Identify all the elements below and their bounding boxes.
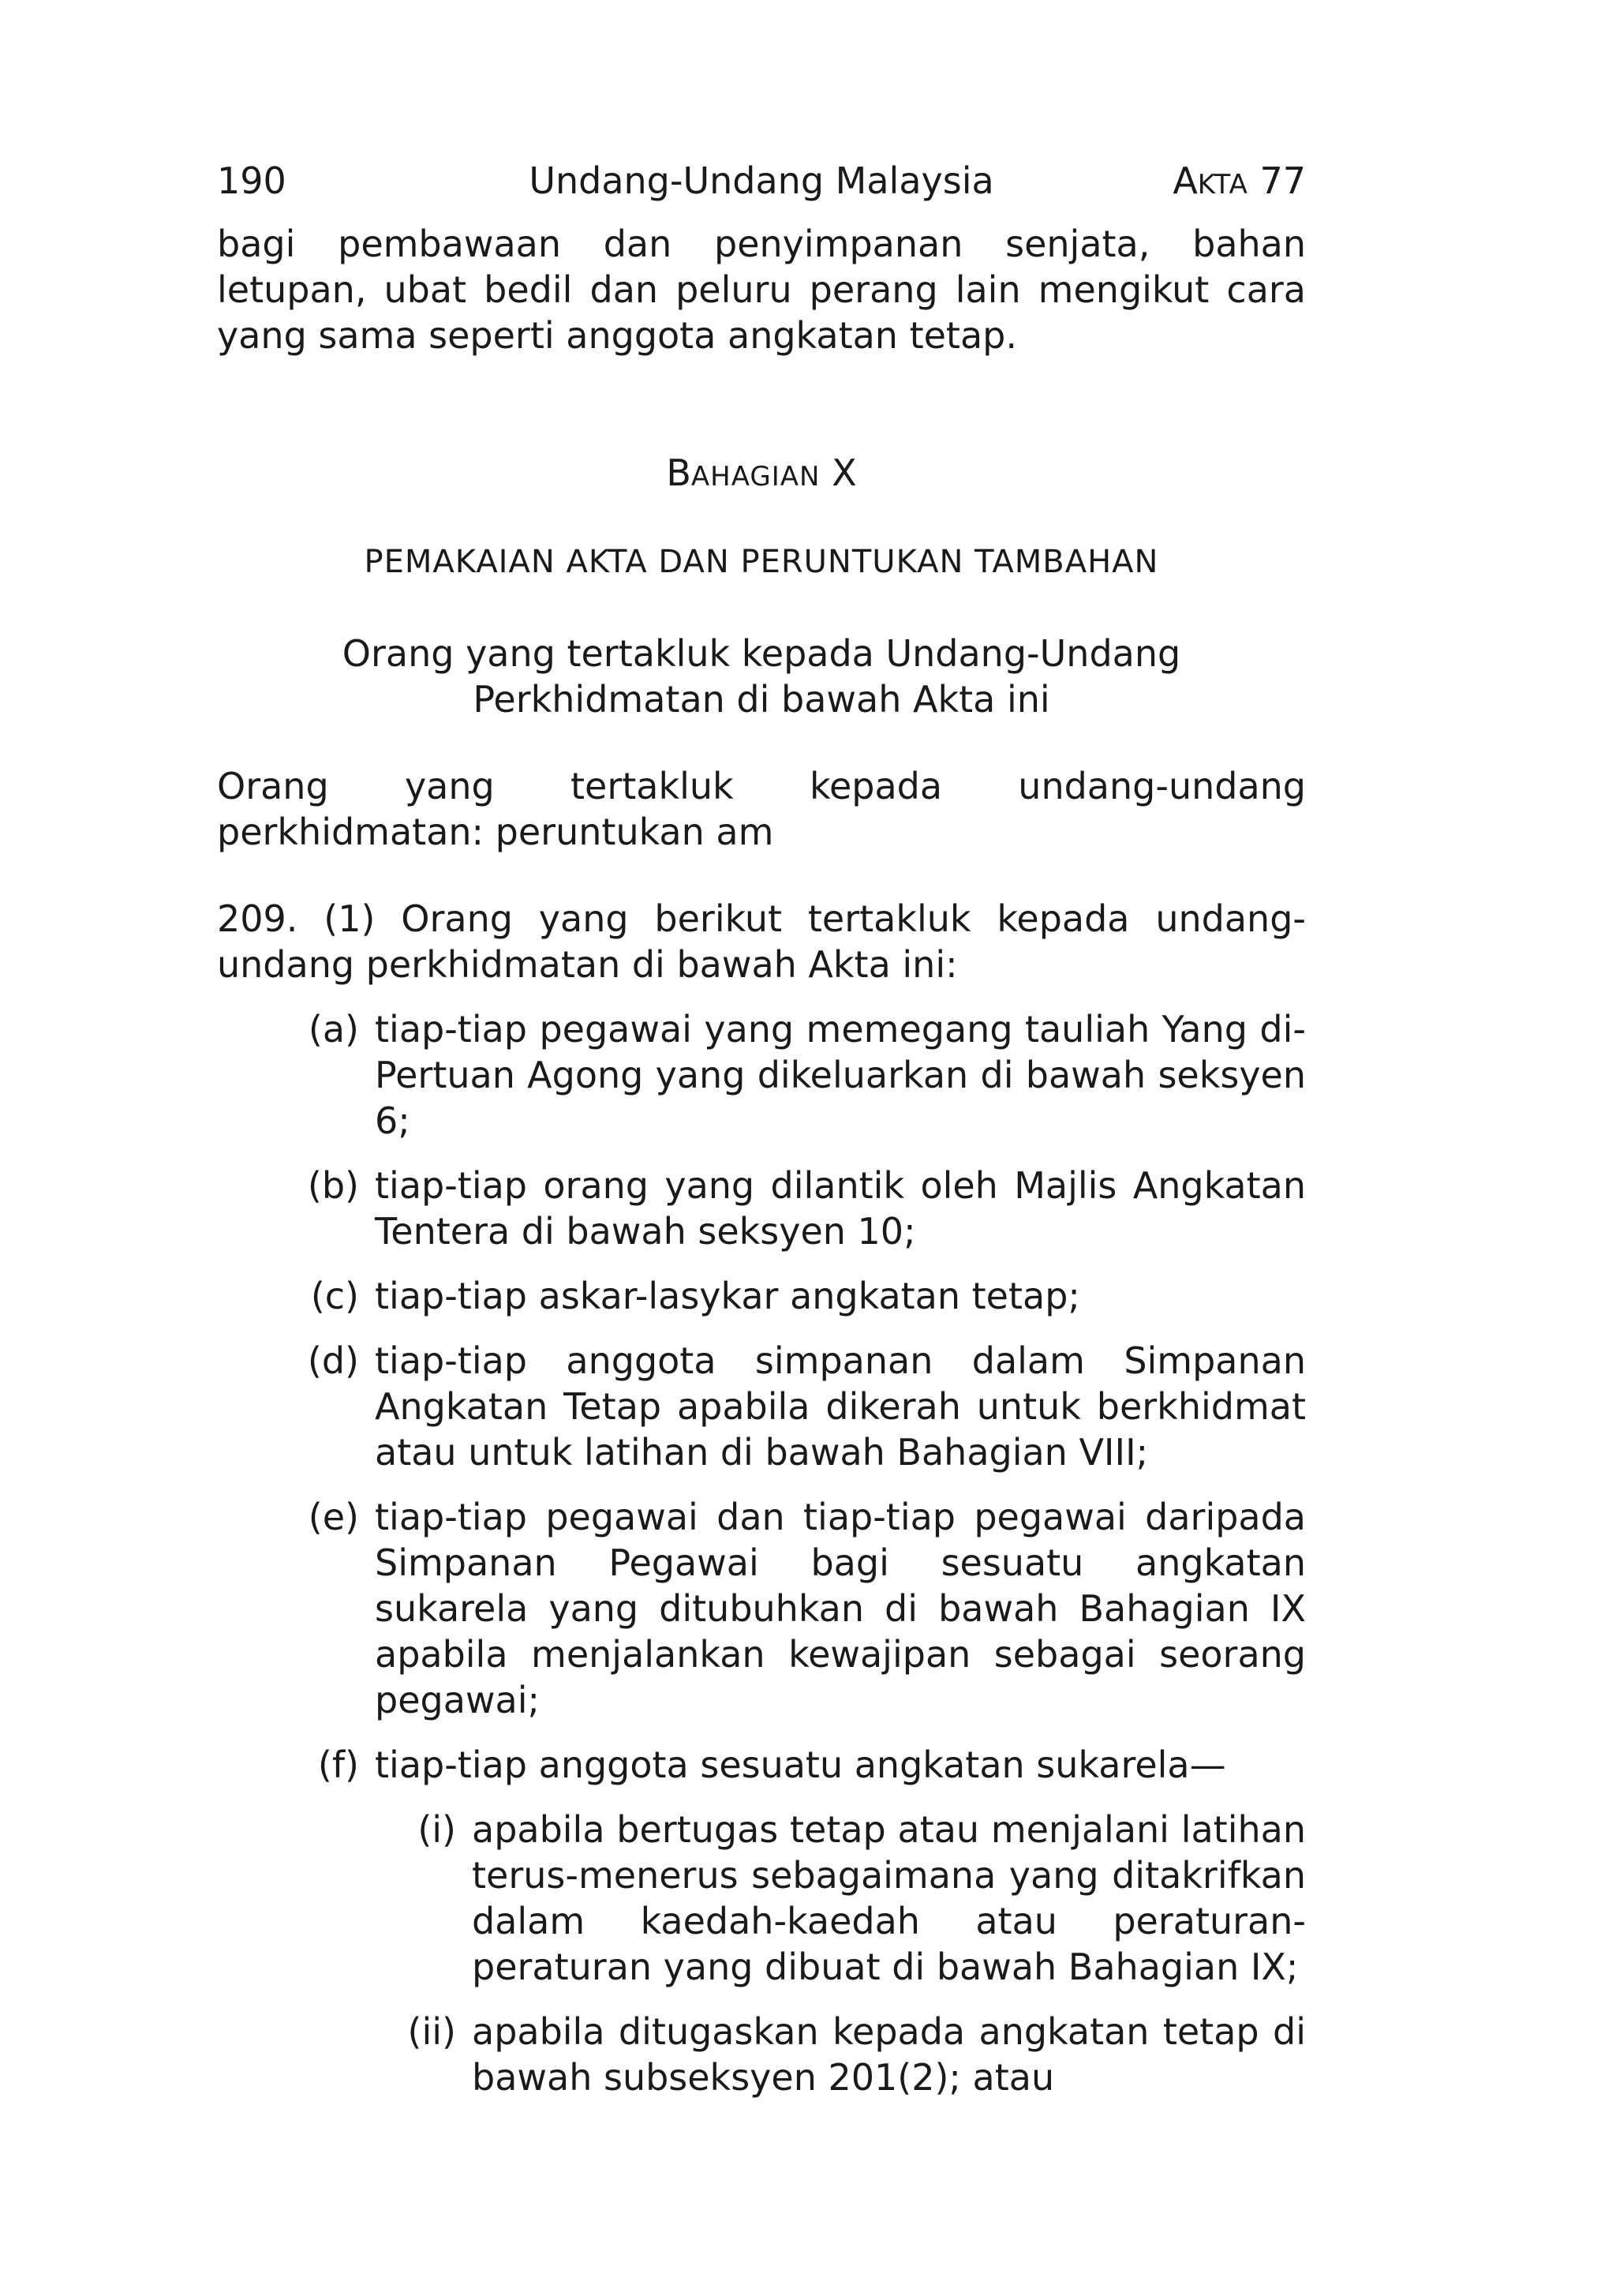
item-label: (e) (308, 1496, 359, 1538)
act-reference: AKTA 77 (1173, 159, 1306, 202)
item-text: tiap-tiap pegawai yang memegang tauliah Yang di-Pertuan Agong yang dikeluarkan di bawah seksyen 6; (375, 1008, 1306, 1142)
list-subitem (217, 2009, 1306, 2100)
page-content (217, 158, 1306, 2100)
item-text: tiap-tiap anggota sesuatu angkatan sukarela— (375, 1744, 1226, 1786)
chapter-heading: Orang yang tertakluk kepada Undang-Undang Perkhidmatan di bawah Akta ini (342, 632, 1181, 721)
part-title: PEMAKAIAN AKTA DAN PERUNTUKAN TAMBAHAN (364, 544, 1159, 580)
item-label: (f) (317, 1744, 359, 1786)
item-label: (a) (308, 1008, 359, 1051)
item-label: (c) (310, 1275, 359, 1317)
list-subitem (217, 1807, 1306, 1990)
subitem-text: apabila bertugas tetap atau menjalani latihan terus-menerus sebagaimana yang ditakrifkan dalam kaedah-kaedah atau peraturan-peraturan yang dibuat di bawah Bahagian IX; (472, 1808, 1306, 1988)
part-label: BAHAGIAN X (666, 451, 857, 494)
intro-paragraph: bagi pembawaan dan penyimpanan senjata, bahan letupan, ubat bedil dan peluru perang lain mengikut cara yang sama seperti anggota angkatan tetap. (217, 223, 1306, 357)
section-text: 209. (1) Orang yang berikut tertakluk kepada undang-undang perkhidmatan di bawah Akta ini: (217, 897, 1306, 986)
subitem-label: (i) (417, 1808, 456, 1851)
list-item (217, 1273, 1306, 1319)
item-text: tiap-tiap askar-lasykar angkatan tetap; (375, 1275, 1080, 1317)
item-label: (b) (307, 1164, 359, 1207)
subitem-label: (ii) (407, 2010, 456, 2053)
list-item (217, 1742, 1306, 1788)
item-text: tiap-tiap pegawai dan tiap-tiap pegawai daripada Simpanan Pegawai bagi sesuatu angkatan sukarela yang ditubuhkan di bawah Bahagian IX apabila menjalankan kewajipan sebagai seorang pegawai; (375, 1496, 1306, 1721)
item-text: tiap-tiap anggota simpanan dalam Simpanan Angkatan Tetap apabila dikerah untuk berkhidmat atau untuk latihan di bawah Bahagian VIII; (375, 1339, 1306, 1474)
running-head (217, 158, 1306, 204)
section-heading: Orang yang tertakluk kepada undang-undang perkhidmatan: peruntukan am (217, 765, 1306, 853)
page-number: 190 (217, 159, 286, 202)
list-item (217, 1338, 1306, 1475)
item-label: (d) (307, 1339, 359, 1382)
list-item (217, 1494, 1306, 1723)
running-title: Undang-Undang Malaysia (529, 159, 994, 202)
list-item (217, 1006, 1306, 1144)
item-text: tiap-tiap orang yang dilantik oleh Majlis Angkatan Tentera di bawah seksyen 10; (375, 1164, 1306, 1253)
subitem-text: apabila ditugaskan kepada angkatan tetap di bawah subseksyen 201(2); atau (472, 2010, 1306, 2099)
list-item (217, 1163, 1306, 1254)
item-list (217, 1006, 1306, 1788)
subitem-list (217, 1807, 1306, 2100)
